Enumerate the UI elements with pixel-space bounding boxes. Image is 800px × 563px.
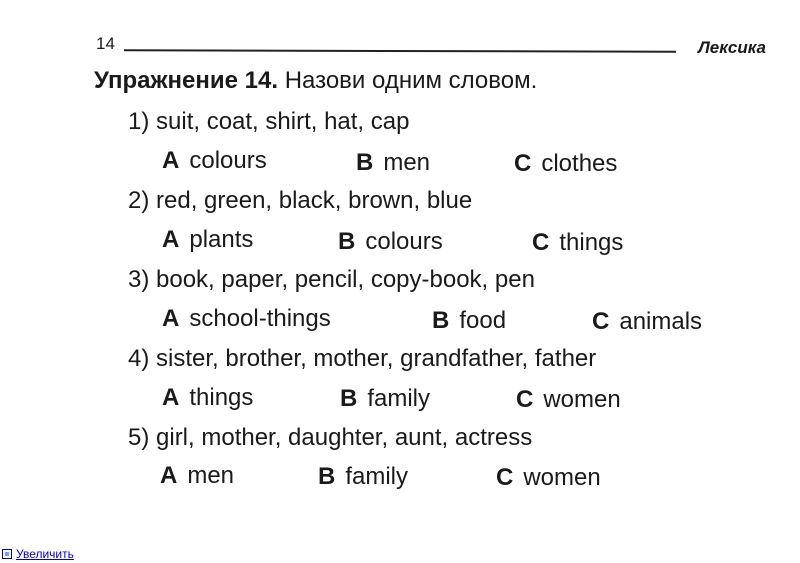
option-text: animals	[619, 308, 703, 335]
question-4-option-c[interactable]	[516, 386, 621, 414]
exercise-label: Упражнение 14.	[94, 67, 279, 94]
option-text: school-things	[189, 305, 331, 332]
question-1-option-b[interactable]	[356, 149, 430, 177]
option-text: colours	[189, 147, 267, 174]
page-number: 14	[96, 34, 115, 53]
option-text: plants	[189, 226, 254, 253]
question-5-option-a[interactable]	[160, 462, 234, 490]
question-4-option-a[interactable]	[162, 384, 253, 412]
section-title: Лексика	[698, 38, 766, 57]
question-2-option-c[interactable]	[532, 229, 623, 257]
zoom-link[interactable]	[2, 547, 74, 561]
option-text: men	[383, 149, 431, 176]
option-letter: A	[162, 384, 180, 411]
option-letter: C	[514, 150, 532, 177]
option-text: things	[559, 229, 624, 256]
question-2-option-a[interactable]	[162, 226, 253, 254]
question-2-option-b[interactable]	[338, 228, 443, 256]
option-letter: A	[162, 305, 180, 332]
question-5-prompt: 5) girl, mother, daughter, aunt, actress	[128, 424, 533, 451]
option-letter: C	[496, 464, 514, 491]
question-3-option-c[interactable]	[592, 308, 702, 336]
option-letter: B	[432, 307, 450, 334]
option-letter: B	[356, 149, 374, 176]
question-5-option-c[interactable]	[496, 464, 601, 492]
question-1-prompt: 1) suit, coat, shirt, hat, cap	[128, 108, 410, 135]
option-text: men	[187, 462, 235, 489]
question-2-prompt: 2) red, green, black, brown, blue	[128, 187, 473, 214]
option-letter: B	[318, 463, 336, 490]
question-3-prompt: 3) book, paper, pencil, copy-book, pen	[128, 266, 535, 293]
option-letter: A	[162, 226, 180, 253]
zoom-icon	[2, 549, 12, 559]
option-letter: A	[160, 462, 178, 489]
exercise-instruction: Назови одним словом.	[284, 67, 538, 94]
question-1-option-c[interactable]	[514, 150, 617, 178]
exercise-heading	[94, 67, 537, 95]
option-letter: A	[162, 147, 180, 174]
question-4-prompt: 4) sister, brother, mother, grandfather, father	[128, 345, 597, 372]
option-text: family	[345, 463, 409, 490]
zoom-link-label: Увеличить	[16, 547, 74, 561]
option-text: clothes	[541, 150, 618, 177]
option-letter: B	[340, 385, 358, 412]
option-text: women	[523, 464, 601, 491]
header-rule	[124, 49, 676, 52]
option-letter: B	[338, 228, 356, 255]
question-5-option-b[interactable]	[318, 463, 408, 491]
question-1-option-a[interactable]	[162, 147, 267, 175]
option-text: women	[543, 386, 621, 413]
option-letter: C	[592, 308, 610, 335]
option-text: food	[459, 307, 507, 334]
option-text: things	[189, 384, 254, 411]
option-letter: C	[532, 229, 550, 256]
question-3-option-b[interactable]	[432, 307, 506, 335]
option-text: family	[367, 385, 431, 412]
question-3-option-a[interactable]	[162, 305, 331, 333]
question-4-option-b[interactable]	[340, 385, 430, 413]
option-letter: C	[516, 386, 534, 413]
option-text: colours	[365, 228, 443, 255]
